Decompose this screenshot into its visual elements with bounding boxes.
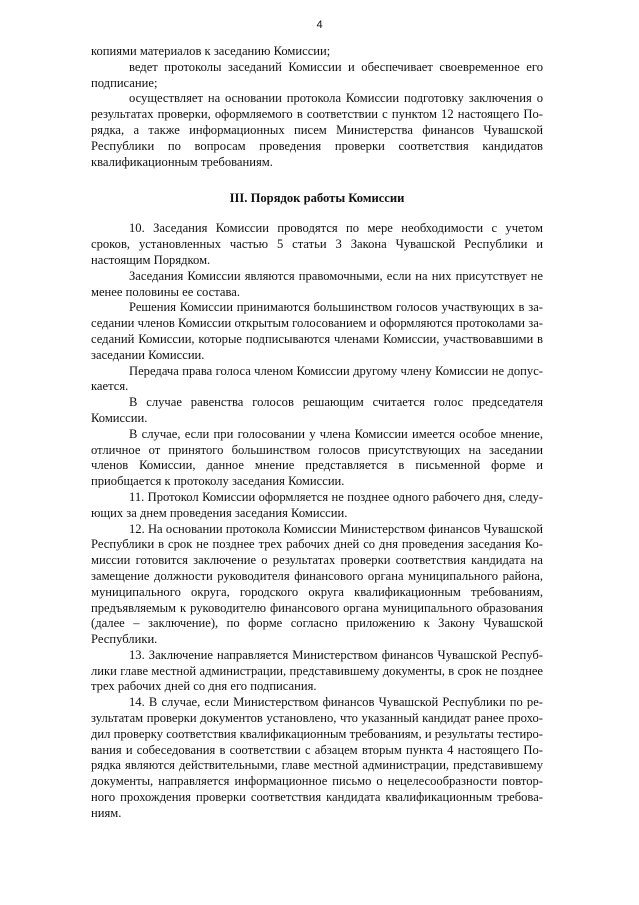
page-number: 4 (316, 19, 323, 31)
paragraph: копиями материалов к заседанию Комиссии; (91, 44, 331, 58)
paragraph: 14. В случае, если Министерством финансов Чувашской Республики по результатам проверки документов установлено, что указанный кандидат ранее проходил проверку соответствия квалификационным требованиям, и результаты тестирования и собеседования в соответствии с абзацем вторым пункта 4 настоящего Порядка являются действительными, главе местной администрации, представившему документы, направляется информационное письмо о нецелесообразности повторного прохождения проверки соответствия кандидата квалификационным требованиям. (91, 695, 543, 820)
paragraph: В случае, если при голосовании у члена Комиссии имеется особое мнение, отличное от принятого большинством голосов присутствующих на заседании членов Комиссии, данное мнение представляется в письменной форме и приобщается к протоколу заседания Комиссии. (91, 426, 543, 489)
paragraph: В случае равенства голосов решающим считается голос председателя Комиссии. (91, 395, 543, 425)
paragraph: 11. Протокол Комиссии оформляется не позднее одного рабочего дня, следующих за днем проведения заседания Комиссии. (91, 489, 543, 520)
paragraph: Решения Комиссии принимаются большинством голосов участвующих в заседании членов Комиссии открытым голосованием и оформляются протоколами заседаний Комиссии, которые подписываются членами Комиссии, участвовавшими в заседании Комиссии. (91, 300, 543, 362)
paragraph: 13. Заключение направляется Министерством финансов Чувашской Республики главе местной администрации, представившему документы, в срок не позднее трех рабочих дней со дня его подписания. (91, 647, 543, 694)
paragraph: 10. Заседания Комиссии проводятся по мере необходимости с учетом сроков, установленных частью 5 статьи 3 Закона Чувашской Республики и настоящим Порядком. (91, 221, 543, 267)
paragraph: Заседания Комиссии являются правомочными, если на них присутствует не менее половины ее состава. (91, 268, 543, 299)
paragraph: 12. На основании протокола Комиссии Министерством финансов Чувашской Республики в срок не позднее трех рабочих дней со дня проведения заседания Комиссии готовится заключение о результатах проверки соответствия кандидата на замещение должности руководителя финансового органа муниципального района, муниципального округа, городского округа квалификационным требованиям, предъявляемым к руководителю финансового органа муниципального образования (далее – заключение), по форме согласно приложению к Закону Чувашской Республики. (91, 521, 543, 647)
paragraph: ведет протоколы заседаний Комиссии и обеспечивает своевременное его подписание; (91, 59, 543, 90)
paragraph: осуществляет на основании протокола Комиссии подготовку заключения о результатах проверки, оформляемого в соответствии с пунктом 12 настоящего Порядка, а также информационных писем Министерства финансов Чувашской Республики по вопросам проведения проверки соответствия кандидатов квалификационным требованиям. (91, 91, 543, 169)
section-title: III. Порядок работы Комиссии (229, 191, 405, 206)
paragraph: Передача права голоса членом Комиссии другому члену Комиссии не допускается. (91, 363, 543, 394)
document-body (91, 44, 543, 822)
